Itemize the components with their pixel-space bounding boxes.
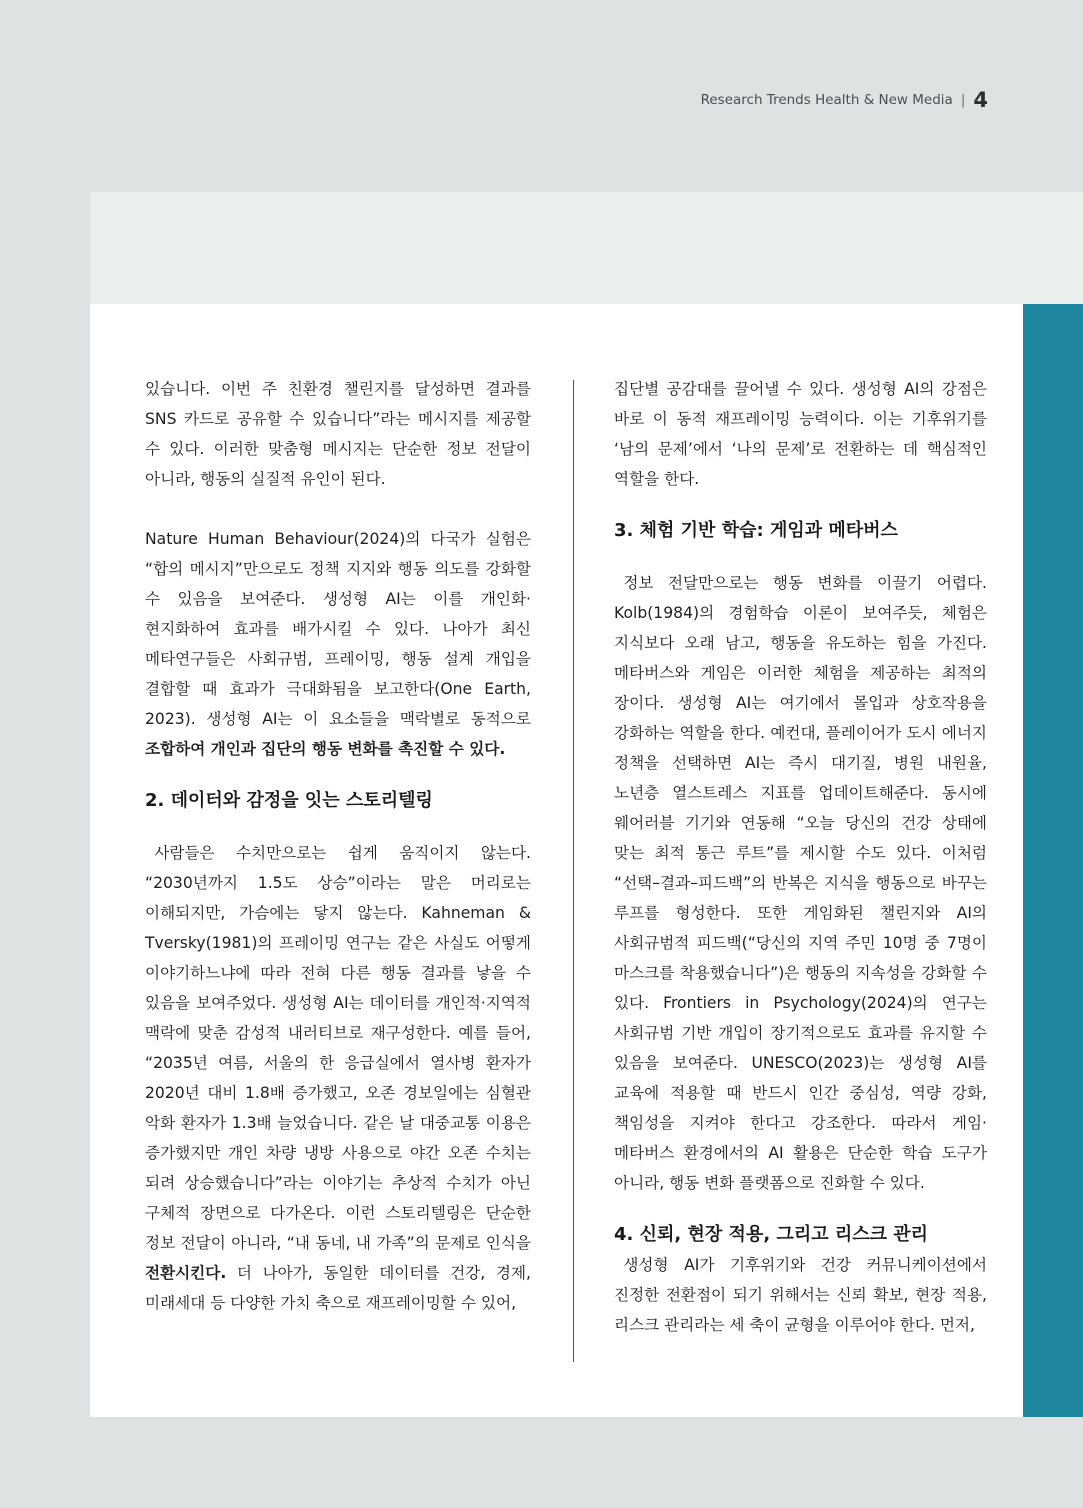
paragraph bbox=[145, 838, 531, 1318]
right-column bbox=[614, 374, 987, 1340]
header-separator: | bbox=[960, 92, 966, 108]
paragraph-text: Nature Human Behaviour(2024)의 다국가 실험은 “합의 메시지”만으로도 정책 지지와 행동 의도를 강화할 수 있음을 보여준다. 생성형 AI는 이를 개인화·현지화하여 효과를 배가시킬 수 있다. 나아가 최신 메타연구들은 사회규범, 프레이밍, 행동 설계 개입을 결합할 때 효과가 극대화됨을 보고한다(One Earth, 2023). 생성형 AI는 이 요소들을 맥락별로 동적으로 bbox=[145, 530, 531, 728]
top-band bbox=[90, 192, 1083, 304]
journal-title: Research Trends Health & New Media bbox=[700, 92, 953, 108]
paragraph: 정보 전달만으로는 행동 변화를 이끌기 어렵다. Kolb(1984)의 경험학습 이론이 보여주듯, 체험은 지식보다 오래 남고, 행동을 유도하는 힘을 가진다. 메타버스와 게임은 이러한 체험을 제공하는 최적의 장이다. 생성형 AI는 여기에서 몰입과 상호작용을 강화하는 역할을 한다. 예컨대, 플레이어가 도시 에너지 정책을 선택하면 AI는 즉시 대기질, 병원 내원율, 노년층 열스트레스 지표를 업데이트해준다. 동시에 웨어러블 기기와 연동해 “오늘 당신의 건강 상태에 맞는 최적 통근 루트”를 제시할 수도 있다. 이처럼 “선택–결과–피드백”의 반복은 지식을 행동으로 바꾸는 루프를 형성한다. 또한 게임화된 챌린지와 AI의 사회규범적 피드백(“당신의 지역 주민 10명 중 7명이 마스크를 착용했습니다”)은 행동의 지속성을 강화할 수 있다. Frontiers in Psychology(2024)의 연구는 사회규범 기반 개입이 장기적으로도 효과를 유지할 수 있음을 보여준다. UNESCO(2023)는 생성형 AI를 교육에 적용할 때 반드시 인간 중심성, 역량 강화, 책임성을 지켜야 한다고 강조한다. 따라서 게임·메타버스 환경에서의 AI 활용은 단순한 학습 도구가 아니라, 행동 변화 플랫폼으로 진화할 수 있다. bbox=[614, 574, 987, 1192]
paragraph-bold-text: 조합하여 개인과 집단의 행동 변화를 촉진할 수 있다. bbox=[145, 740, 506, 758]
paragraph-bold-text: 전환시킨다. bbox=[145, 1264, 227, 1282]
left-column bbox=[145, 374, 531, 1318]
paragraph: 집단별 공감대를 끌어낼 수 있다. 생성형 AI의 강점은 바로 이 동적 재프레이밍 능력이다. 이는 기후위기를 ‘남의 문제’에서 ‘나의 문제’로 전환하는 데 핵심적인 역할을 한다. bbox=[614, 380, 987, 488]
section-heading: 3. 체험 기반 학습: 게임과 메타버스 bbox=[614, 520, 898, 541]
page-number: 4 bbox=[973, 88, 988, 112]
paragraph: 있습니다. 이번 주 친환경 챌린지를 달성하면 결과를 SNS 카드로 공유할 수 있습니다”라는 메시지를 제공할 수 있다. 이러한 맞춤형 메시지는 단순한 정보 전달이 아니라, 행동의 실질적 유인이 된다. bbox=[145, 380, 531, 488]
section-heading: 4. 신뢰, 현장 적용, 그리고 리스크 관리 bbox=[614, 1224, 929, 1245]
paragraph-text: 더 나아가, 동일한 데이터를 건강, 경제, 미래세대 등 다양한 가치 축으로 재프레이밍할 수 있어, bbox=[145, 1264, 531, 1312]
paragraph: 생성형 AI가 기후위기와 건강 커뮤니케이션에서 진정한 전환점이 되기 위해서는 신뢰 확보, 현장 적용, 리스크 관리라는 세 축이 균형을 이루어야 한다. 먼저, bbox=[614, 1256, 987, 1334]
page-header bbox=[701, 88, 988, 112]
section-heading: 2. 데이터와 감정을 잇는 스토리텔링 bbox=[145, 790, 433, 811]
paragraph-text: 사람들은 수치만으로는 쉽게 움직이지 않는다. “2030년까지 1.5도 상승”이라는 말은 머리로는 이해되지만, 가슴에는 닿지 않는다. Kahneman & Tversky(1981)의 프레이밍 연구는 같은 사실도 어떻게 이야기하느냐에 따라 전혀 다른 행동 결과를 낳을 수 있음을 보여주었다. 생성형 AI는 데이터를 개인적·지역적 맥락에 맞춘 감성적 내러티브로 재구성한다. 예를 들어, “2035년 여름, 서울의 한 응급실에서 열사병 환자가 2020년 대비 1.8배 증가했고, 오존 경보일에는 심혈관 악화 환자가 1.3배 늘었습니다. 같은 날 대중교통 이용은 증가했지만 개인 차량 냉방 사용으로 야간 오존 수치는 되려 상승했습니다”라는 이야기는 추상적 수치가 아닌 구체적 장면으로 다가온다. 이런 스토리텔링은 단순한 정보 전달이 아니라, “내 동네, 내 가족”의 문제로 인식을 bbox=[145, 844, 531, 1252]
paragraph bbox=[145, 524, 531, 764]
side-accent-bar bbox=[1023, 304, 1083, 1417]
column-divider bbox=[573, 380, 574, 1362]
